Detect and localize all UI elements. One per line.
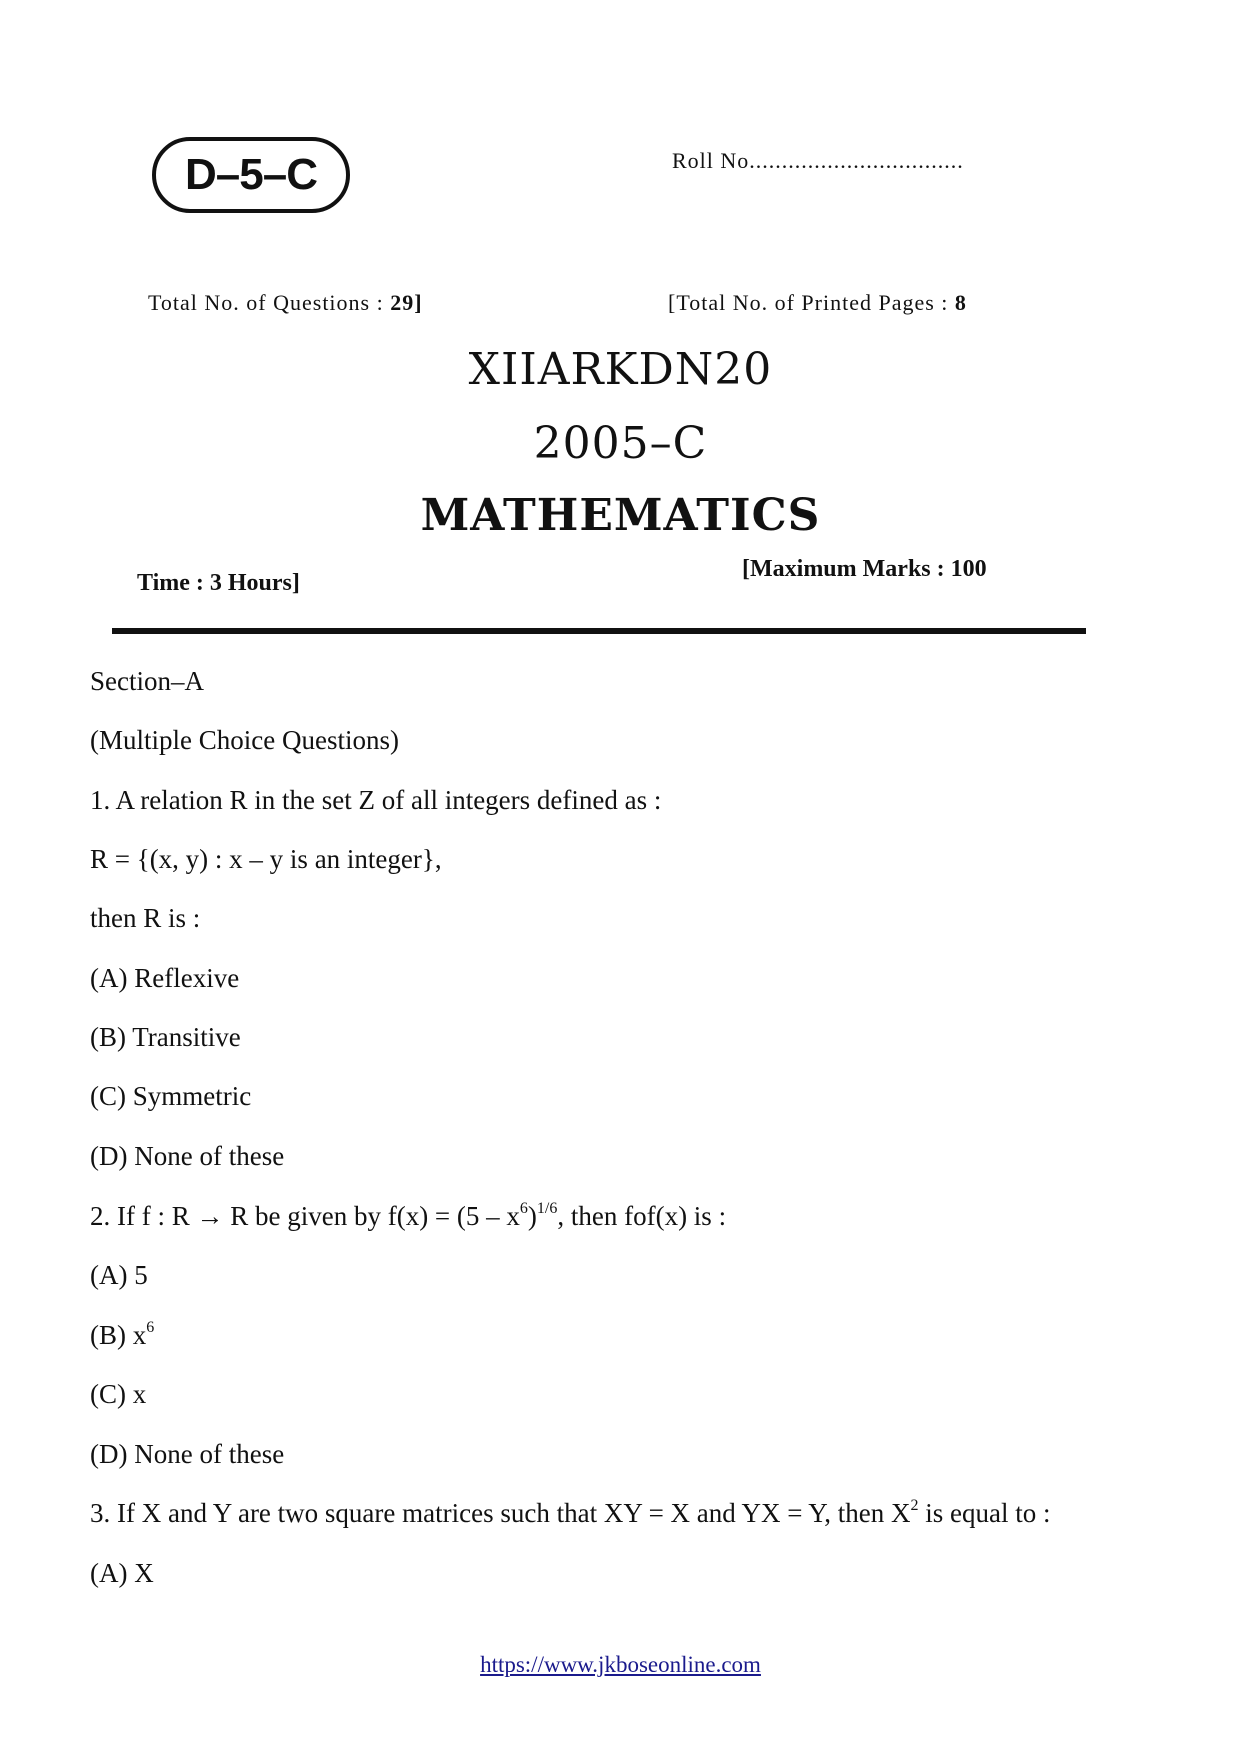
exam-time: Time : 3 Hours] [137, 570, 300, 596]
q1-relation: R = {(x, y) : x – y is an integer}, [90, 844, 442, 874]
q2-option-b [90, 1320, 154, 1351]
q1-option-c: (C) Symmetric [90, 1081, 252, 1111]
q2-stem-part2: ) [527, 1201, 537, 1231]
q2-stem-root: 1/6 [536, 1200, 558, 1217]
footer-link-text[interactable]: https://www.jkboseonline.com [480, 1652, 761, 1677]
q2-stem-part1: 2. If f : R → R be given by f(x) = (5 – x [90, 1201, 520, 1231]
exam-code: XIIARKDN20 [468, 344, 773, 395]
paper-code-badge: D–5–C [152, 137, 350, 213]
subject-title: MATHEMATICS [420, 490, 821, 541]
q3-stem-part1: 3. If X and Y are two square matrices such that XY = X and YX = Y, then X [90, 1498, 911, 1528]
roll-no-label: Roll No. [672, 148, 756, 173]
q2-option-b-exponent: 6 [146, 1319, 155, 1336]
total-questions-label: Total No. of Questions : [148, 290, 384, 315]
q2-option-b-text: (B) x [90, 1320, 147, 1350]
total-pages-value: 8 [954, 290, 967, 315]
roll-no-dots: ................................ [755, 148, 964, 173]
q3-stem-exponent: 2 [910, 1497, 919, 1514]
exam-year: 2005–C [533, 418, 708, 469]
q2-stem-part3: , then fof(x) is : [557, 1201, 727, 1231]
q2-option-d: (D) None of these [90, 1439, 285, 1469]
total-pages [668, 290, 967, 316]
total-questions-value: 29] [390, 290, 423, 315]
q1-option-b: (B) Transitive [90, 1022, 241, 1052]
q1-prompt: then R is : [90, 903, 201, 933]
q1-option-d: (D) None of these [90, 1141, 285, 1171]
q3-option-a: (A) X [90, 1558, 154, 1588]
q2-stem [90, 1201, 726, 1232]
q2-stem-exponent: 6 [519, 1200, 528, 1217]
q2-option-a: (A) 5 [90, 1260, 148, 1290]
q3-stem [90, 1498, 1050, 1529]
footer-link[interactable] [0, 1652, 1241, 1678]
section-subtitle: (Multiple Choice Questions) [90, 725, 399, 755]
q1-option-a: (A) Reflexive [90, 963, 240, 993]
q3-stem-part2: is equal to : [918, 1498, 1051, 1528]
roll-no [672, 148, 964, 174]
header-divider [112, 628, 1086, 634]
max-marks: [Maximum Marks : 100 [742, 556, 987, 582]
q2-option-c: (C) x [90, 1379, 147, 1409]
q1-stem: 1. A relation R in the set Z of all integers defined as : [90, 785, 662, 815]
total-pages-label: [Total No. of Printed Pages : [668, 290, 949, 315]
section-title: Section–A [90, 666, 204, 696]
total-questions [148, 290, 423, 316]
